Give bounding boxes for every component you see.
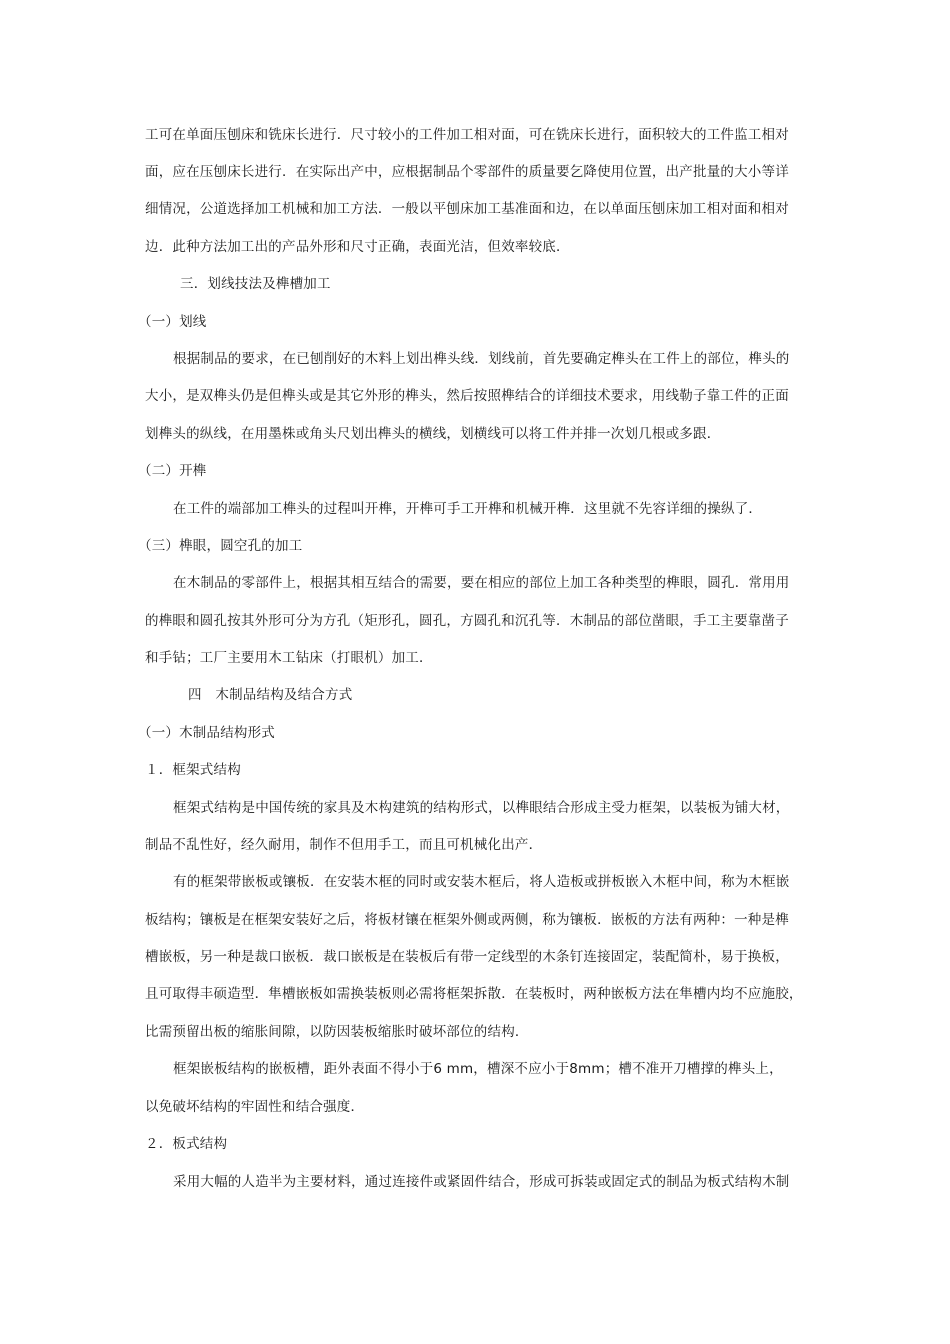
paragraph-line: 槽嵌板，另一种是裁口嵌板．裁口嵌板是在装板后有带一定线型的木条钉连接固定，装配简朴，易于换板， bbox=[145, 949, 789, 965]
measurement-value: 6 mm bbox=[433, 1061, 474, 1077]
section-heading: 三．划线技法及榫槽加工 bbox=[180, 276, 331, 292]
subsection-heading: （一）木制品结构形式 bbox=[138, 725, 275, 741]
paragraph-line: 细情况，公道选择加工机械和加工方法．一般以平刨床加工基准面和边，在以单面压刨床加工相对面和相对 bbox=[145, 201, 789, 217]
item-heading: １．框架式结构 bbox=[145, 762, 241, 778]
paragraph-line: 框架式结构是中国传统的家具及木构建筑的结构形式，以榫眼结合形成主受力框架，以装板为铺大材， bbox=[173, 800, 790, 816]
paragraph-line: 且可取得丰硕造型．隼槽嵌板如需换装板则必需将框架拆散．在装板时，两种嵌板方法在隼槽内均不应施胶， bbox=[145, 986, 803, 1002]
paragraph-line: 板结构；镶板是在框架安装好之后，将板材镶在框架外侧或两侧，称为镶板．嵌板的方法有两种：一种是榫 bbox=[145, 912, 789, 928]
paragraph-line: 和手钻；工厂主要用木工钻床（打眼机）加工． bbox=[145, 650, 433, 666]
paragraph-line: 大小，是双榫头仍是但榫头或是其它外形的榫头，然后按照榫结合的详细技术要求，用线勒子靠工件的正面 bbox=[145, 388, 789, 404]
section-heading: 四 木制品结构及结合方式 bbox=[188, 687, 353, 703]
paragraph-line: 以免破坏结构的牢固性和结合强度． bbox=[145, 1099, 365, 1115]
subsection-heading: （二）开榫 bbox=[138, 463, 207, 479]
paragraph-line: 根据制品的要求，在已刨削好的木料上划出榫头线．划线前，首先要确定榫头在工件上的部位，榫头的 bbox=[173, 351, 790, 367]
paragraph-line: 边．此种方法加工出的产品外形和尺寸正确，表面光洁，但效率较底． bbox=[145, 239, 570, 255]
measurement-value: 8mm bbox=[569, 1061, 605, 1077]
paragraph-line: 比需预留出板的缩胀间隙，以防因装板缩胀时破坏部位的结构． bbox=[145, 1024, 529, 1040]
paragraph-line: 采用大幅的人造半为主要材料，通过连接件或紧固件结合，形成可拆装或固定式的制品为板式结构木制 bbox=[173, 1174, 790, 1190]
line-text: ；槽不准开刀槽撑的榫头上， bbox=[604, 1061, 783, 1077]
paragraph-line: 的榫眼和圆孔按其外形可分为方孔（矩形孔，圆孔，方圆孔和沉孔等．木制品的部位凿眼，手工主要靠凿子 bbox=[145, 613, 789, 629]
paragraph-line bbox=[173, 1060, 783, 1078]
line-text: 框架嵌板结构的嵌板槽，距外表面不得小于 bbox=[173, 1061, 434, 1077]
line-text: ，槽深不应小于 bbox=[473, 1061, 570, 1077]
paragraph-line: 在木制品的零部件上，根据其相互结合的需要，要在相应的部位上加工各种类型的榫眼，圆孔．常用用 bbox=[173, 575, 790, 591]
item-heading: ２．板式结构 bbox=[145, 1136, 228, 1152]
paragraph-line: 面，应在压刨床长进行．在实际出产中，应根据制品个零部件的质量要乞降使用位置，出产批量的大小等详 bbox=[145, 164, 789, 180]
paragraph-line: 工可在单面压刨床和铣床长进行．尺寸较小的工件加工相对面，可在铣床长进行，面积较大的工件监工相对 bbox=[145, 127, 789, 143]
subsection-heading: （三）榫眼，圆空孔的加工 bbox=[138, 538, 303, 554]
paragraph-line: 有的框架带嵌板或镶板．在安装木框的同时或安装木框后，将人造板或拼板嵌入木框中间，称为木框嵌 bbox=[173, 874, 790, 890]
paragraph-line: 划榫头的纵线，在用墨株或角头尺划出榫头的横线，划横线可以将工件并排一次划几根或多跟． bbox=[145, 426, 721, 442]
subsection-heading: （一）划线 bbox=[138, 314, 207, 330]
paragraph-line: 在工件的端部加工榫头的过程叫开榫，开榫可手工开榫和机械开榫．这里就不先容详细的操纵了． bbox=[173, 501, 763, 517]
paragraph-line: 制品不乱性好，经久耐用，制作不但用手工，而且可机械化出产． bbox=[145, 837, 543, 853]
